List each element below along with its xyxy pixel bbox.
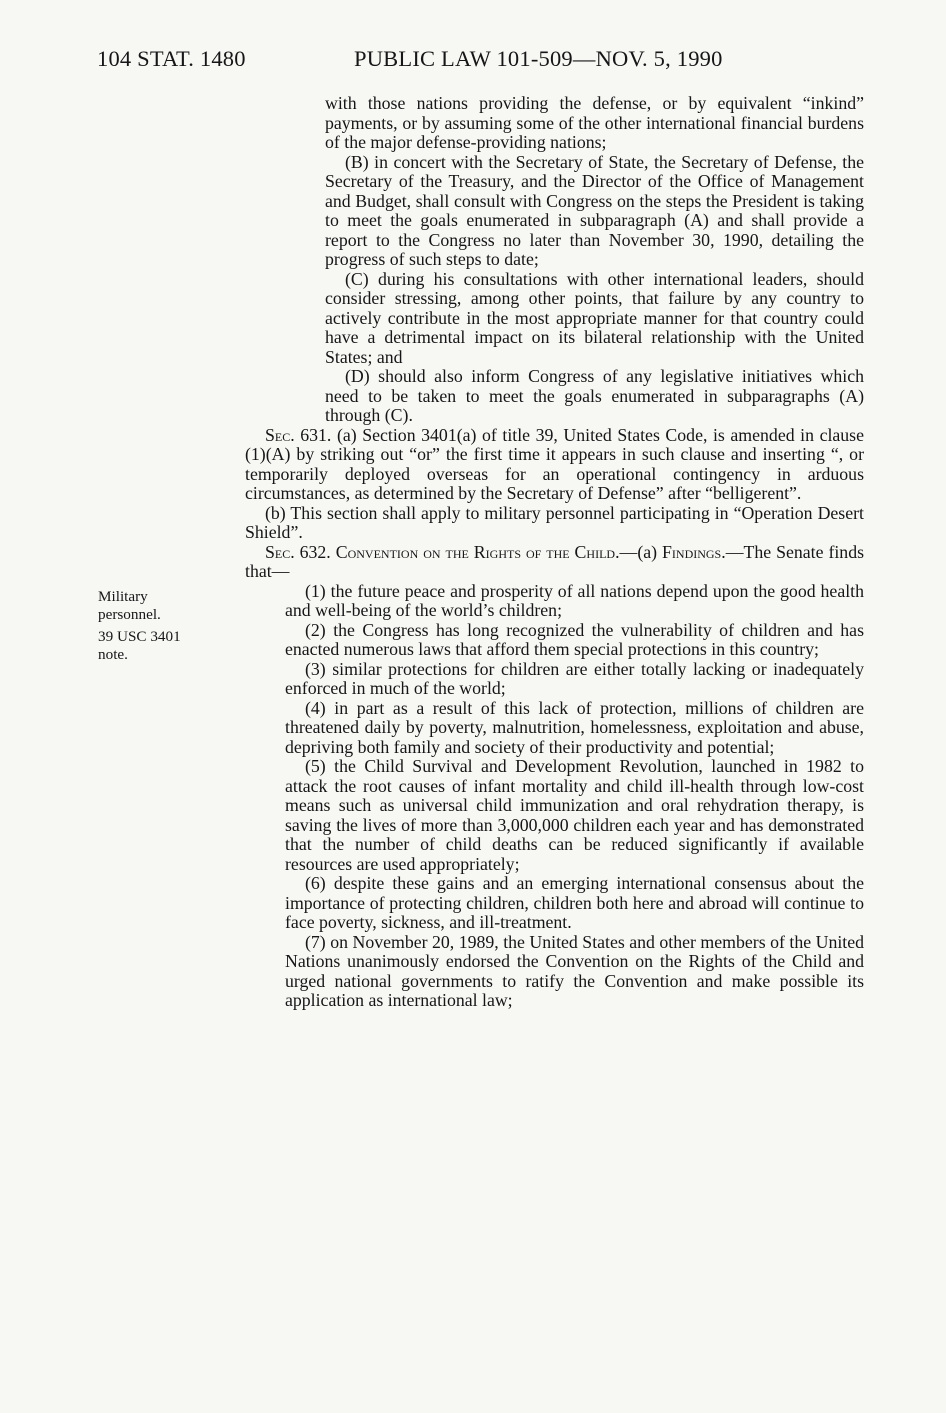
running-header: PUBLIC LAW 101-509—NOV. 5, 1990 (354, 46, 723, 71)
finding-2: (2) the Congress has long recognized the vulnerability of children and has enacted numerous laws that afford them special protections in this country; (285, 619, 864, 659)
finding-1: (1) the future peace and prosperity of all nations depend upon the good health and well-being of the world’s children; (285, 580, 864, 620)
margin-note-line: 39 USC 3401 (98, 628, 181, 645)
section-632-subsection-marker: —(a) (619, 541, 663, 562)
margin-note-line: note. (98, 645, 128, 663)
paragraph-continuation: with those nations providing the defense, or by equivalent “inkind” payments, or by assuming some of the other international financial burdens of the major defense-providing nations; (325, 93, 864, 152)
margin-note-usc-citation (98, 628, 181, 663)
subparagraph-b: (B) in concert with the Secretary of State, the Secretary of Defense, the Secretary of the Treasury, and the Director of the Office of Management and Budget, shall consult with Congress on the steps the President is taking to meet the goals enumerated in subparagraph (A) and shall provide a report to the Congress no later than November 30, 1990, detailing the progress of such steps to date; (325, 151, 864, 269)
section-631-label: Sec. 631. (265, 424, 332, 445)
margin-note-military-personnel (98, 588, 161, 623)
margin-note-line: personnel. (98, 605, 161, 623)
finding-6: (6) despite these gains and an emerging international consensus about the importance of protecting children, children both here and abroad will continue to face poverty, sickness, and ill-treatment. (285, 873, 864, 932)
section-632-intro: —The Senate finds that— (245, 541, 865, 581)
body-text-column (245, 94, 864, 1011)
section-632-heading (245, 543, 864, 582)
page-stat-number: 104 STAT. 1480 (97, 46, 246, 71)
finding-4: (4) in part as a result of this lack of protection, millions of children are threatened daily by poverty, malnutrition, homelessness, exploitation and abuse, depriving both family and society of their productivity and potential; (285, 697, 864, 757)
section-632-title: Convention on the Rights of the Child. (335, 541, 620, 562)
section-632-findings-label: Findings. (662, 541, 726, 562)
finding-7: (7) on November 20, 1989, the United States and other members of the United Nations unanimously endorsed the Convention on the Rights of the Child and urged national governments to ratify the Convention and make possible its application as international law; (285, 931, 864, 1010)
subparagraph-d: (D) should also inform Congress of any legislative initiatives which need to be taken to meet the goals enumerated in subparagraphs (A) through (C). (325, 366, 864, 425)
finding-5: (5) the Child Survival and Development Revolution, launched in 1982 to attack the root causes of infant mortality and child ill-health through low-cost means such as universal child immunization and oral rehydration therapy, is saving the lives of more than 3,000,000 children each year and has demonstrated that the number of child deaths can be reduced significantly if available resources are used appropriately; (285, 756, 864, 874)
subparagraph-c: (C) during his consultations with other international leaders, should consider stressing, among other points, that failure by any country to actively contribute in the most appropriate manner for that country could have a detrimental impact on its bilateral relationship with the United States; and (325, 268, 864, 367)
section-631-a-text: (a) Section 3401(a) of title 39, United States Code, is amended in clause (1)(A) by striking out “or” the first time it appears in such clause and inserting “, or temporarily deployed overseas for an operational contingency in arduous circumstances, as determined by the Secretary of Defense” after “belligerent”. (245, 424, 864, 503)
finding-3: (3) similar protections for children are either totally lacking or inadequately enforced in much of the world; (285, 658, 864, 698)
section-631-a (245, 426, 864, 504)
section-632-label: Sec. 632. (265, 541, 331, 562)
margin-note-line: Military (98, 588, 148, 605)
section-631-b: (b) This section shall apply to military personnel participating in “Operation Desert Shield”. (245, 502, 864, 542)
